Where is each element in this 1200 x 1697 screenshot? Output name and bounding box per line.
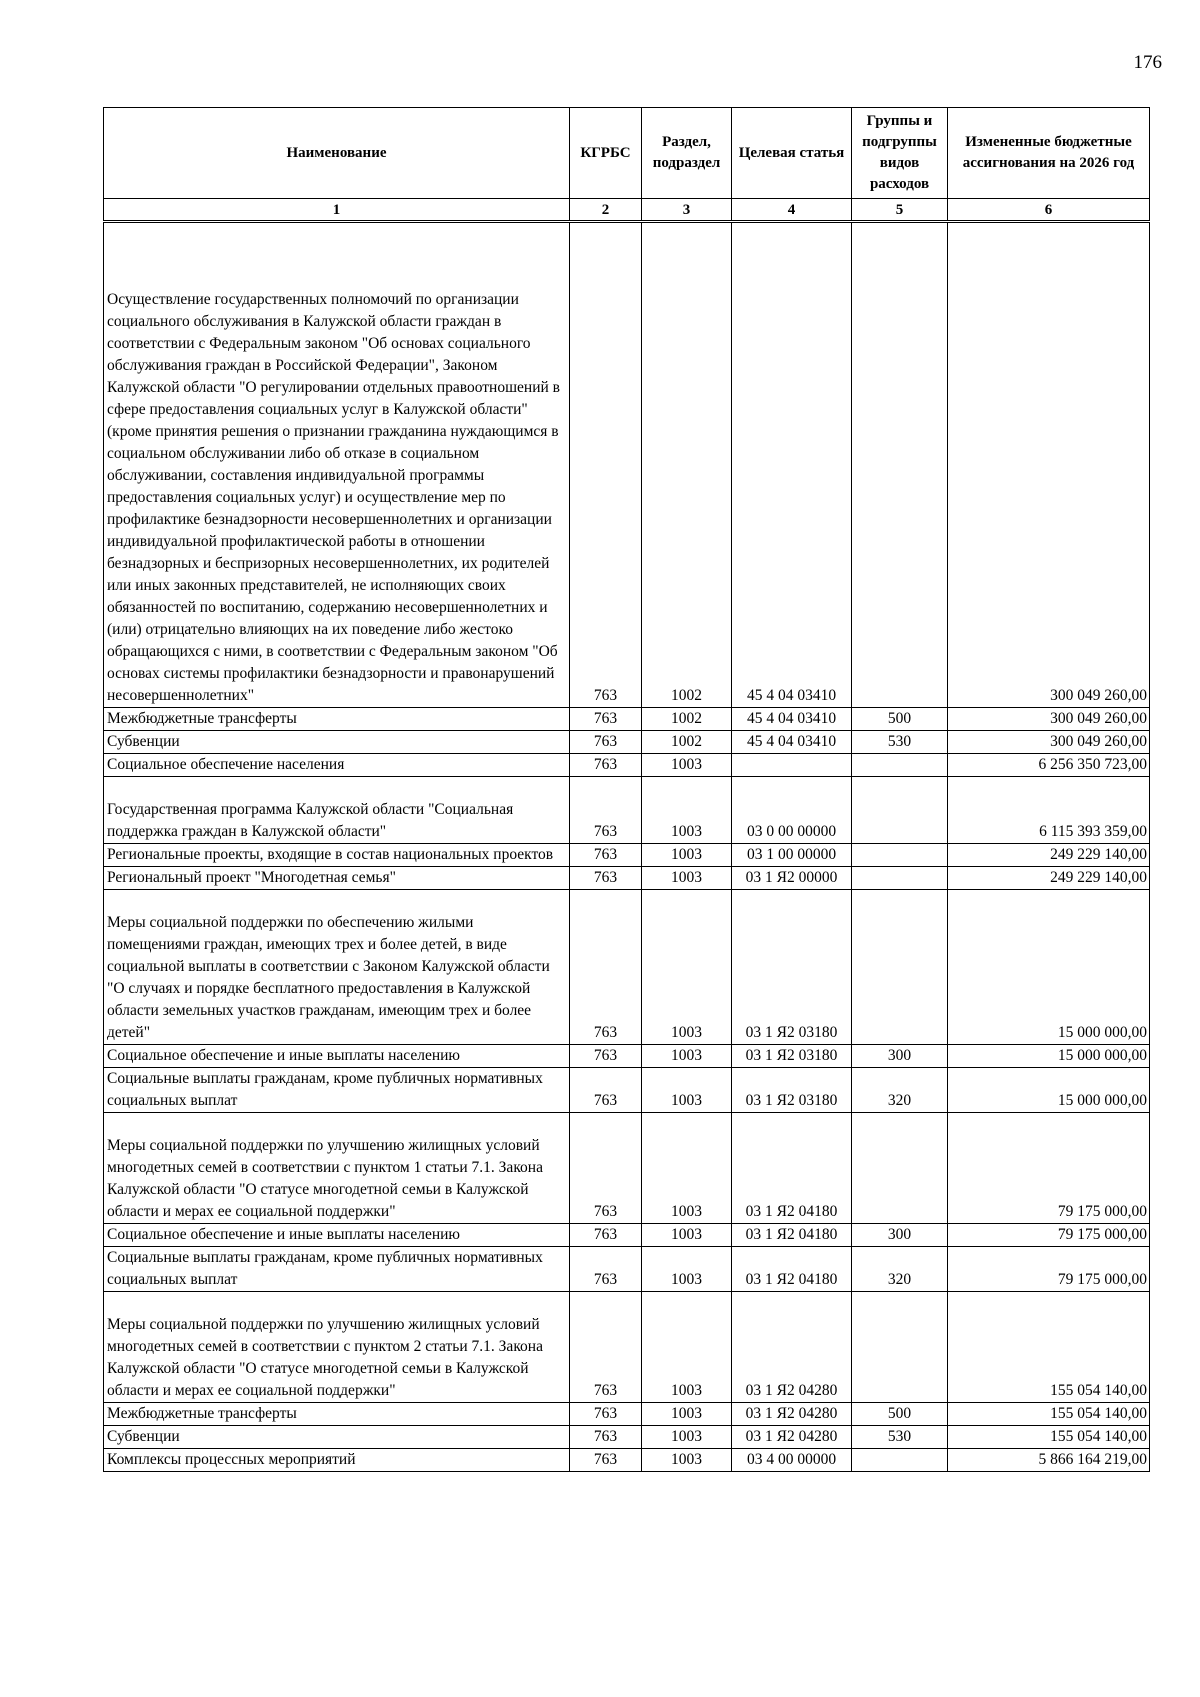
- row-statya: 03 1 00 00000: [732, 844, 852, 867]
- row-amount: 249 229 140,00: [948, 867, 1150, 890]
- row-name: Социальные выплаты гражданам, кроме публичных нормативных социальных выплат: [104, 1068, 570, 1113]
- row-razdel: 1003: [642, 1113, 732, 1224]
- table-row: [104, 1068, 1150, 1113]
- header-amount: Измененные бюджетные ассигнования на 2026 год: [948, 108, 1150, 199]
- column-number: 5: [852, 199, 948, 222]
- row-amount: 300 049 260,00: [948, 708, 1150, 731]
- row-kgrbs: 763: [570, 844, 642, 867]
- row-kgrbs: 763: [570, 731, 642, 754]
- row-name: Региональные проекты, входящие в состав национальных проектов: [104, 844, 570, 867]
- row-statya: 03 1 Я2 04280: [732, 1403, 852, 1426]
- row-name: Меры социальной поддержки по обеспечению жилыми помещениями граждан, имеющих трех и более детей, в виде социальной выплаты в соответствии с Законом Калужской области "О случаях и порядке бесплатного предоставления в Калужской области земельных участков гражданам, имеющим трех и более детей": [104, 890, 570, 1045]
- table-row: [104, 844, 1150, 867]
- row-razdel: 1002: [642, 731, 732, 754]
- table-row: [104, 1247, 1150, 1292]
- row-kgrbs: 763: [570, 222, 642, 708]
- row-kgrbs: 763: [570, 1247, 642, 1292]
- row-statya: [732, 754, 852, 777]
- row-amount: 155 054 140,00: [948, 1426, 1150, 1449]
- row-vid: 500: [852, 708, 948, 731]
- header-name: Наименование: [104, 108, 570, 199]
- row-name: Комплексы процессных мероприятий: [104, 1449, 570, 1472]
- row-amount: 15 000 000,00: [948, 1068, 1150, 1113]
- column-number: 4: [732, 199, 852, 222]
- row-razdel: 1003: [642, 844, 732, 867]
- row-kgrbs: 763: [570, 1426, 642, 1449]
- row-kgrbs: 763: [570, 1045, 642, 1068]
- row-statya: 03 1 Я2 03180: [732, 890, 852, 1045]
- row-vid: [852, 1113, 948, 1224]
- row-name: Осуществление государственных полномочий по организации социального обслуживания в Калужской области граждан в соответствии с Федеральным законом "Об основах социального обслуживания граждан в Российской Федерации", Законом Калужской области "О регулировании отдельных правоотношений в сфере предоставления социальных услуг в Калужской области" (кроме принятия решения о признании гражданина нуждающимся в социальном обслуживании либо об отказе в социальном обслуживании, составления индивидуальной программы предоставления социальных услуг) и осуществление мер по профилактике безнадзорности несовершеннолетних и организации индивидуальной профилактической работы в отношении безнадзорных и беспризорных несовершеннолетних, их родителей или иных законных представителей, не исполняющих своих обязанностей по воспитанию, содержанию несовершеннолетних и (или) отрицательно влияющих на их поведение либо жестоко обращающихся с ними, в соответствии с Федеральным законом "Об основах системы профилактики безнадзорности и правонарушений несовершеннолетних": [104, 222, 570, 708]
- row-razdel: 1003: [642, 1449, 732, 1472]
- row-statya: 03 1 Я2 04180: [732, 1113, 852, 1224]
- row-razdel: 1003: [642, 754, 732, 777]
- row-amount: 6 256 350 723,00: [948, 754, 1150, 777]
- row-name: Меры социальной поддержки по улучшению жилищных условий многодетных семей в соответствии с пунктом 2 статьи 7.1. Закона Калужской области "О статусе многодетной семьи в Калужской области и мерах ее социальной поддержки": [104, 1292, 570, 1403]
- row-name: Социальные выплаты гражданам, кроме публичных нормативных социальных выплат: [104, 1247, 570, 1292]
- row-statya: 03 1 Я2 04280: [732, 1292, 852, 1403]
- row-kgrbs: 763: [570, 1113, 642, 1224]
- row-statya: 03 1 Я2 04280: [732, 1426, 852, 1449]
- row-razdel: 1002: [642, 708, 732, 731]
- table-row: [104, 222, 1150, 708]
- row-amount: 155 054 140,00: [948, 1292, 1150, 1403]
- row-kgrbs: 763: [570, 1292, 642, 1403]
- row-kgrbs: 763: [570, 1449, 642, 1472]
- table-row: [104, 890, 1150, 1045]
- row-razdel: 1003: [642, 1247, 732, 1292]
- table-row: [104, 1449, 1150, 1472]
- row-razdel: 1003: [642, 1403, 732, 1426]
- row-name: Субвенции: [104, 1426, 570, 1449]
- row-kgrbs: 763: [570, 1224, 642, 1247]
- row-kgrbs: 763: [570, 708, 642, 731]
- row-razdel: 1003: [642, 890, 732, 1045]
- table-body: [104, 222, 1150, 1472]
- row-statya: 03 1 Я2 03180: [732, 1045, 852, 1068]
- table-row: [104, 1045, 1150, 1068]
- row-razdel: 1003: [642, 1292, 732, 1403]
- row-name: Межбюджетные трансферты: [104, 708, 570, 731]
- row-vid: [852, 1449, 948, 1472]
- row-kgrbs: 763: [570, 867, 642, 890]
- row-vid: [852, 1292, 948, 1403]
- column-number: 1: [104, 199, 570, 222]
- table-row: [104, 867, 1150, 890]
- row-vid: 300: [852, 1045, 948, 1068]
- row-statya: 45 4 04 03410: [732, 222, 852, 708]
- row-amount: 5 866 164 219,00: [948, 1449, 1150, 1472]
- row-razdel: 1003: [642, 1426, 732, 1449]
- column-number: 3: [642, 199, 732, 222]
- row-kgrbs: 763: [570, 777, 642, 844]
- row-amount: 15 000 000,00: [948, 1045, 1150, 1068]
- row-amount: 300 049 260,00: [948, 222, 1150, 708]
- table-row: [104, 1224, 1150, 1247]
- row-vid: [852, 754, 948, 777]
- row-name: Межбюджетные трансферты: [104, 1403, 570, 1426]
- row-statya: 03 0 00 00000: [732, 777, 852, 844]
- row-statya: 03 1 Я2 00000: [732, 867, 852, 890]
- row-razdel: 1002: [642, 222, 732, 708]
- budget-table: [103, 107, 1150, 1472]
- row-amount: 79 175 000,00: [948, 1247, 1150, 1292]
- row-vid: [852, 844, 948, 867]
- row-amount: 15 000 000,00: [948, 890, 1150, 1045]
- row-name: Социальное обеспечение и иные выплаты населению: [104, 1045, 570, 1068]
- row-name: Социальное обеспечение и иные выплаты населению: [104, 1224, 570, 1247]
- table-row: [104, 708, 1150, 731]
- page-number: 176: [1133, 52, 1162, 73]
- row-kgrbs: 763: [570, 890, 642, 1045]
- row-name: Региональный проект "Многодетная семья": [104, 867, 570, 890]
- row-amount: 79 175 000,00: [948, 1224, 1150, 1247]
- row-vid: [852, 867, 948, 890]
- row-statya: 45 4 04 03410: [732, 731, 852, 754]
- row-vid: 320: [852, 1068, 948, 1113]
- row-statya: 03 4 00 00000: [732, 1449, 852, 1472]
- header-razdel: Раздел, подраздел: [642, 108, 732, 199]
- table-row: [104, 731, 1150, 754]
- header-row: [104, 108, 1150, 199]
- column-number-row: [104, 199, 1150, 222]
- row-name: Государственная программа Калужской области "Социальная поддержка граждан в Калужской области": [104, 777, 570, 844]
- table-row: [104, 777, 1150, 844]
- row-razdel: 1003: [642, 867, 732, 890]
- column-number: 6: [948, 199, 1150, 222]
- row-vid: [852, 222, 948, 708]
- row-amount: 6 115 393 359,00: [948, 777, 1150, 844]
- row-kgrbs: 763: [570, 754, 642, 777]
- row-vid: [852, 777, 948, 844]
- column-number: 2: [570, 199, 642, 222]
- row-statya: 03 1 Я2 03180: [732, 1068, 852, 1113]
- row-razdel: 1003: [642, 777, 732, 844]
- table-row: [104, 1292, 1150, 1403]
- header-kgrbs: КГРБС: [570, 108, 642, 199]
- row-vid: 530: [852, 731, 948, 754]
- row-statya: 03 1 Я2 04180: [732, 1224, 852, 1247]
- row-razdel: 1003: [642, 1068, 732, 1113]
- table-row: [104, 1113, 1150, 1224]
- row-vid: [852, 890, 948, 1045]
- table-row: [104, 1426, 1150, 1449]
- row-vid: 320: [852, 1247, 948, 1292]
- row-razdel: 1003: [642, 1045, 732, 1068]
- row-amount: 79 175 000,00: [948, 1113, 1150, 1224]
- header-statya: Целевая статья: [732, 108, 852, 199]
- table-row: [104, 1403, 1150, 1426]
- row-name: Меры социальной поддержки по улучшению жилищных условий многодетных семей в соответствии с пунктом 1 статьи 7.1. Закона Калужской области "О статусе многодетной семьи в Калужской области и мерах ее социальной поддержки": [104, 1113, 570, 1224]
- row-statya: 45 4 04 03410: [732, 708, 852, 731]
- row-name: Социальное обеспечение населения: [104, 754, 570, 777]
- row-vid: 300: [852, 1224, 948, 1247]
- header-vid: Группы и подгруппы видов расходов: [852, 108, 948, 199]
- row-amount: 155 054 140,00: [948, 1403, 1150, 1426]
- table-row: [104, 754, 1150, 777]
- row-statya: 03 1 Я2 04180: [732, 1247, 852, 1292]
- row-kgrbs: 763: [570, 1403, 642, 1426]
- row-amount: 249 229 140,00: [948, 844, 1150, 867]
- row-kgrbs: 763: [570, 1068, 642, 1113]
- row-vid: 500: [852, 1403, 948, 1426]
- row-amount: 300 049 260,00: [948, 731, 1150, 754]
- row-name: Субвенции: [104, 731, 570, 754]
- row-razdel: 1003: [642, 1224, 732, 1247]
- row-vid: 530: [852, 1426, 948, 1449]
